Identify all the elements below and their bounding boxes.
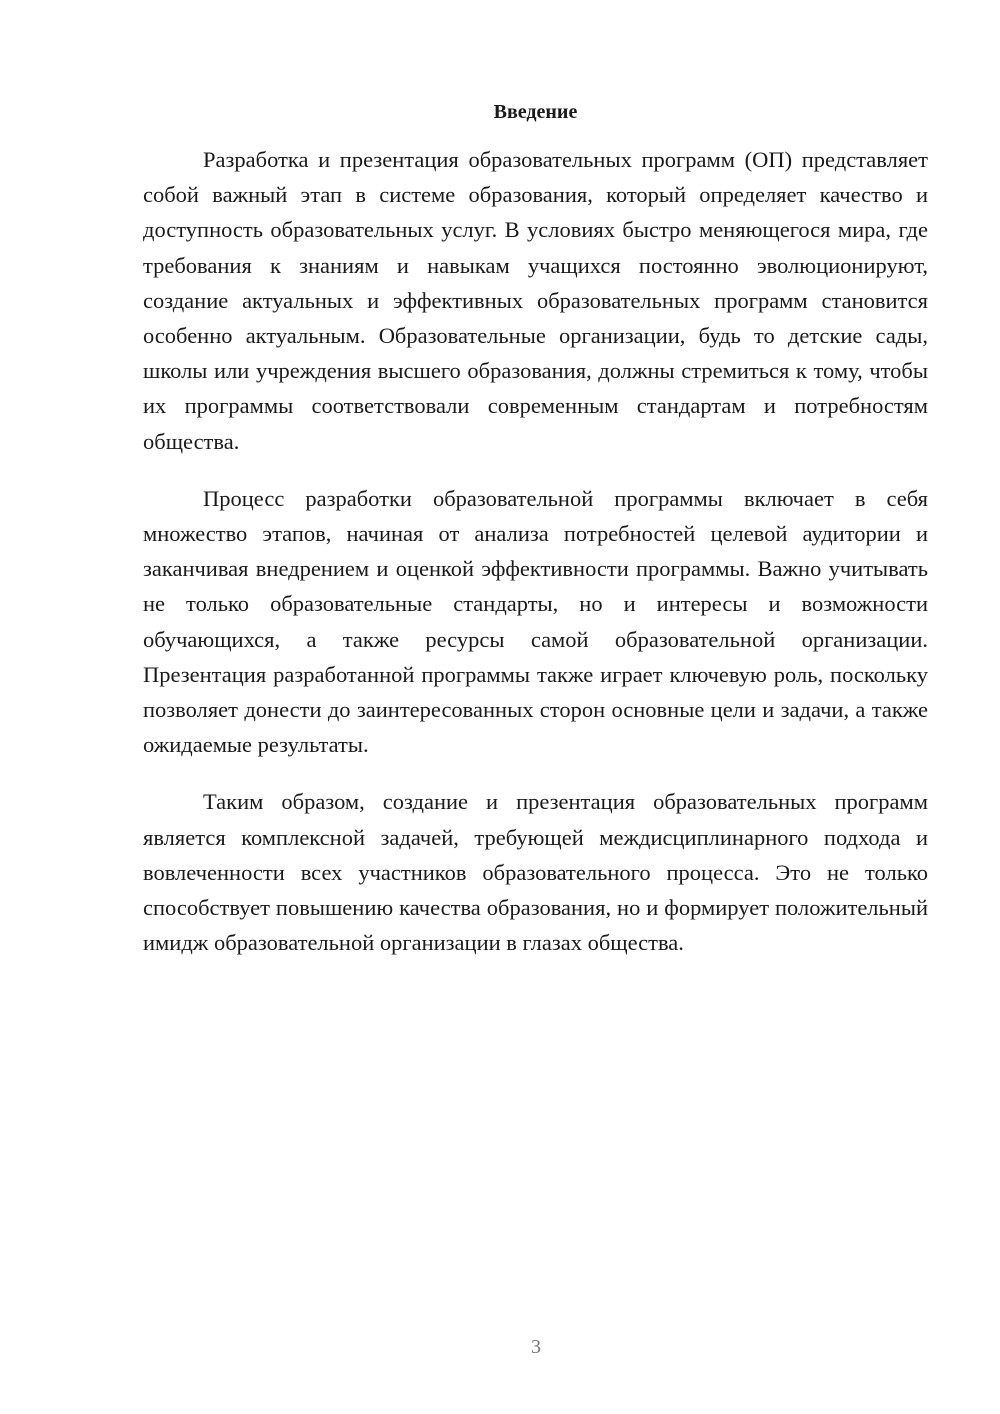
paragraph-1: Разработка и презентация образовательных программ (ОП) представляет собой важный этап в системе образования, который определяет качество и доступность образовательных услуг. В условиях быстро меняющегося мира, где требования к знаниям и навыкам учащихся постоянно эволюционируют, создание актуальных и эффективных образовательных программ становится особенно актуальным. Образовательные организации, будь то детские сады, школы или учреждения высшего образования, должны стремиться к тому, чтобы их программы соответствовали современным стандартам и потребностям общества. — [143, 147, 928, 454]
section-title: Введение — [493, 101, 578, 123]
paragraph-2: Процесс разработки образовательной программы включает в себя множество этапов, начиная от анализа потребностей целевой аудитории и заканчивая внедрением и оценкой эффективности программы. Важно учитывать не только образовательные стандарты, но и интересы и возможности обучающихся, а также ресурсы самой образовательной организации. Презентация разработанной программы также играет ключевую роль, поскольку позволяет донести до заинтересованных сторон основные цели и задачи, а также ожидаемые результаты. — [143, 485, 928, 758]
body-text — [143, 142, 928, 982]
page-number: 3 — [531, 1336, 541, 1358]
paragraph-3: Таким образом, создание и презентация образовательных программ является комплексной задачей, требующей междисциплинарного подхода и вовлеченности всех участников образовательного процесса. Это не только способствует повышению качества образования, но и формирует положительный имидж образовательной организации в глазах общества. — [143, 789, 928, 956]
